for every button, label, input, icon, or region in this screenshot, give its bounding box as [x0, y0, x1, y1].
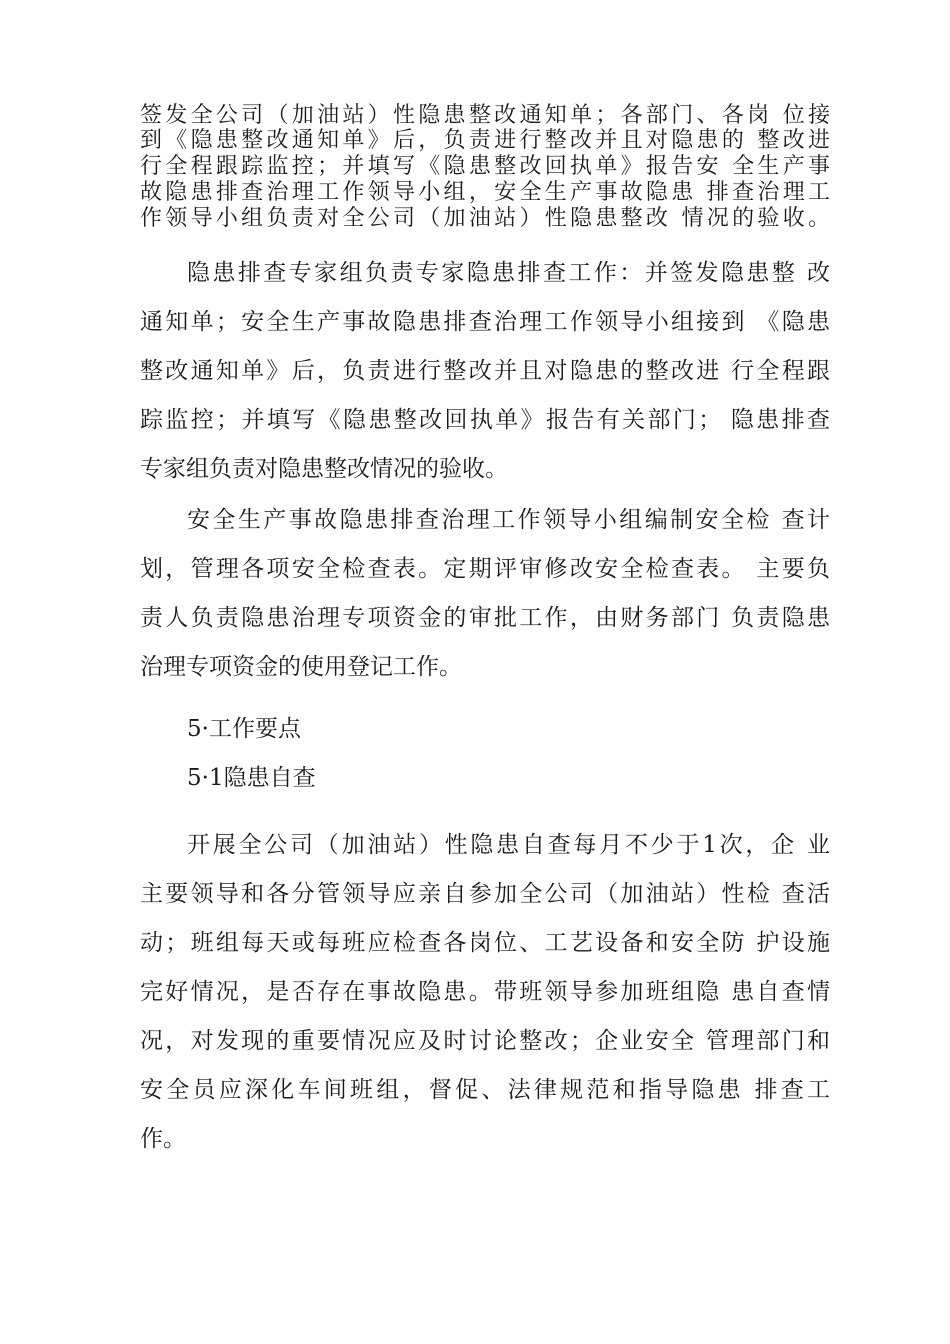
text-line: 故隐患排查治理工作领导小组，安全生产事故隐患 排查治理工 [140, 180, 830, 205]
text-line: 划，管理各项安全检查表。定期评审修改安全检查表。 主要负 [140, 556, 830, 582]
text-line: 整改通知单》后，负责进行整改并且对隐患的整改进 行全程跟 [140, 358, 830, 384]
text-line: 况，对发现的重要情况应及时讨论整改；企业安全 管理部门和 [140, 1028, 830, 1054]
text-line: 动；班组每天或每班应检查各岗位、工艺设备和安全防 护设施 [140, 930, 830, 956]
text-line: 专家组负责对隐患整改情况的验收。 [140, 456, 508, 482]
text-line: 作领导小组负责对全公司（加油站）性隐患整改 情况的验收。 [140, 206, 830, 231]
text-line: 安全生产事故隐患排查治理工作领导小组编制安全检 查计 [187, 507, 830, 533]
text-line: 通知单；安全生产事故隐患排查治理工作领导小组接到 《隐患 [140, 309, 830, 335]
section-heading: 5·工作要点 [187, 716, 301, 742]
text-line: 隐患排查专家组负责专家隐患排查工作：并签发隐患整 改 [187, 260, 830, 286]
text-line: 主要领导和各分管领导应亲自参加全公司（加油站）性检 查活 [140, 881, 830, 907]
subsection-heading: 5·1隐患自查 [187, 765, 316, 791]
text-line: 安全员应深化车间班组，督促、法律规范和指导隐患 排查工 [140, 1077, 830, 1103]
text-line: 签发全公司（加油站）性隐患整改通知单；各部门、各岗 位接 [140, 103, 830, 128]
text-line: 治理专项资金的使用登记工作。 [140, 654, 462, 680]
text-line: 开展全公司（加油站）性隐患自查每月不少于1次，企 业 [187, 832, 830, 858]
text-line: 完好情况，是否存在事故隐患。带班领导参加班组隐 患自查情 [140, 979, 830, 1005]
text-line: 行全程跟踪监控；并填写《隐患整改回执单》报告安 全生产事 [140, 154, 830, 179]
text-line: 责人负责隐患治理专项资金的审批工作，由财务部门 负责隐患 [140, 605, 830, 631]
text-line: 到《隐患整改通知单》后，负责进行整改并且对隐患的 整改进 [140, 128, 830, 153]
text-line: 作。 [140, 1126, 186, 1152]
text-line: 踪监控；并填写《隐患整改回执单》报告有关部门； 隐患排查 [140, 407, 830, 433]
